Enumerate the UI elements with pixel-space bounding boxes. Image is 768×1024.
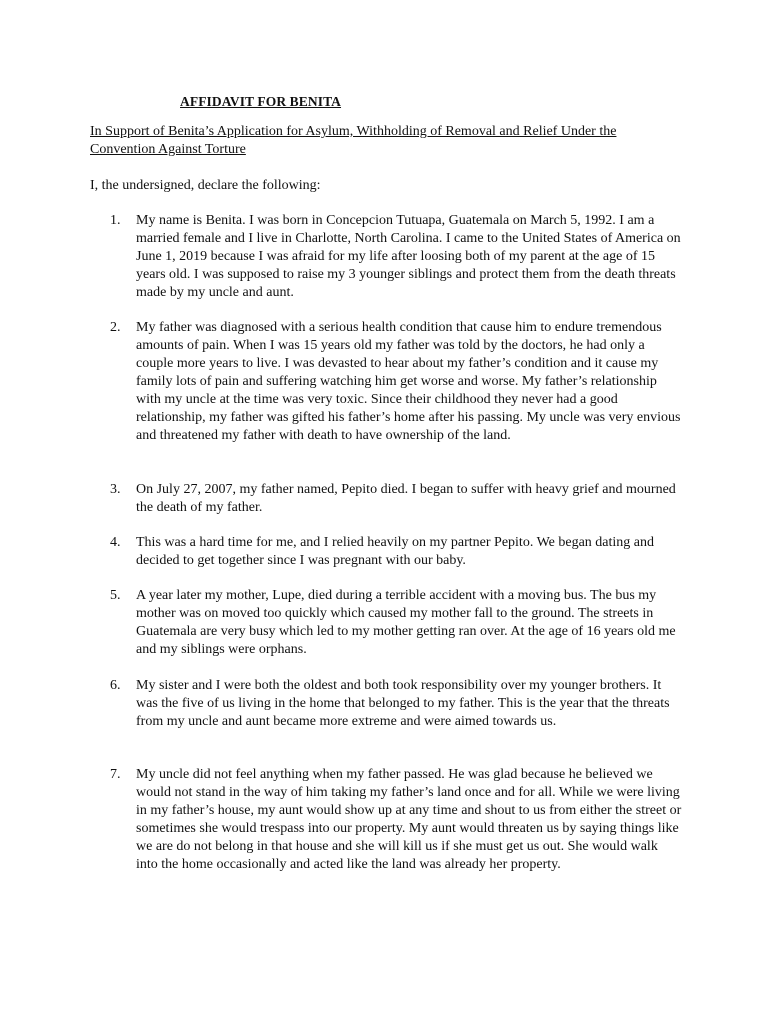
item-text: My name is Benita. I was born in Concepcion Tutuapa, Guatemala on March 5, 1992. I am a married female and I live in Charlotte, North Carolina. I came to the United States of America on June 1, 2019 because I was afraid for my life after loosing both of my parent at the age of 15 years old. I was supposed to raise my 3 younger siblings and protect them from the death threats made by my uncle and aunt.: [136, 213, 681, 300]
list-item: [110, 677, 682, 731]
item-number: 5.: [110, 588, 121, 603]
item-text: My uncle did not feel anything when my father passed. He was glad because he believed we would not stand in the way of him taking my father’s land once and for all. While we were living in my father’s house, my aunt would show up at any time and shout to us from either the street or sometimes she would trespass into our property. My aunt would threaten us by saying things like we are do not belong in that house and she will kill us if she must get us out. She would walk into the home occasionally and acted like the land was already her property.: [136, 767, 682, 872]
item-number: 4.: [110, 535, 121, 550]
item-number: 2.: [110, 320, 121, 335]
item-number: 3.: [110, 482, 121, 497]
item-text: On July 27, 2007, my father named, Pepito died. I began to suffer with heavy grief and mourned the death of my father.: [136, 482, 676, 515]
item-number: 6.: [110, 678, 121, 693]
list-item: [110, 319, 682, 445]
item-number: 7.: [110, 767, 121, 782]
item-text: My father was diagnosed with a serious health condition that cause him to endure tremendous amounts of pain. When I was 15 years old my father was told by the doctors, he had only a couple more years to live. I was devasted to hear about my father’s condition and it cause my family lots of pain and suffering watching him get worse and worse. My father’s relationship with my uncle at the time was very toxic. Since their childhood they never had a good relationship, my father was gifted his father’s home after his passing. My uncle was very envious and threatened my father with death to have ownership of the land.: [136, 320, 681, 443]
item-text: My sister and I were both the oldest and both took responsibility over my younger brothers. It was the five of us living in the home that belonged to my father. This is the year that the threats from my uncle and aunt became more extreme and were aimed towards us.: [136, 678, 670, 729]
list-item: [110, 587, 682, 659]
item-text: A year later my mother, Lupe, died during a terrible accident with a moving bus. The bus my mother was on moved too quickly which caused my mother fall to the ground. The streets in Guatemala are very busy which led to my mother getting ran over. At the age of 16 years old me and my siblings were orphans.: [136, 588, 676, 657]
document-subtitle: In Support of Benita’s Application for Asylum, Withholding of Removal and Relief Under the Convention Against Torture: [90, 124, 617, 157]
item-text: This was a hard time for me, and I relied heavily on my partner Pepito. We began dating and decided to get together since I was pregnant with our baby.: [136, 535, 655, 568]
list-item: [110, 534, 682, 570]
list-item: [110, 212, 682, 302]
document-title: AFFIDAVIT FOR BENITA: [180, 94, 342, 109]
declaration-intro: I, the undersigned, declare the following:: [90, 178, 321, 193]
list-item: [110, 766, 682, 874]
list-item: [110, 481, 682, 517]
item-number: 1.: [110, 213, 121, 228]
